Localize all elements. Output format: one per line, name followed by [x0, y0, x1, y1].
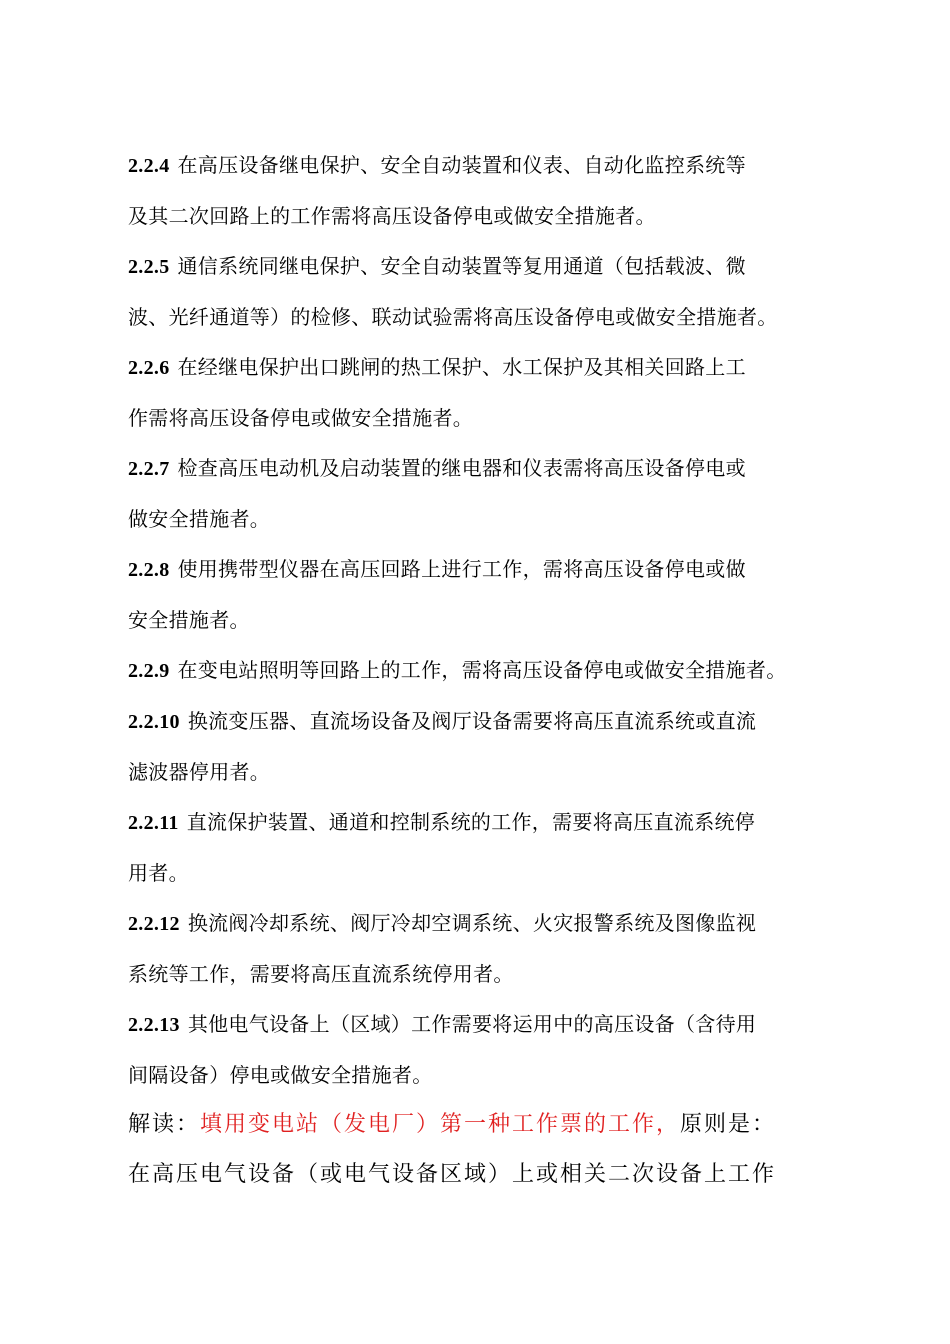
- clause-number: 2.2.6: [128, 357, 170, 379]
- clause-text: 在经继电保护出口跳闸的热工保护、水工保护及其相关回路上工: [177, 355, 746, 379]
- clause-2-2-10: [128, 696, 828, 797]
- clause-text: 其他电气设备上（区域）工作需要将运用中的高压设备（含待用: [187, 1012, 757, 1036]
- clause-number: 2.2.9: [128, 660, 170, 682]
- clause-number: 2.2.8: [128, 559, 170, 581]
- clause-text: 用者。: [128, 861, 189, 885]
- clause-text: 检查高压电动机及启动装置的继电器和仪表需将高压设备停电或: [177, 456, 746, 480]
- clause-text: 换流阀冷却系统、阀厅冷却空调系统、火灾报警系统及图像监视: [187, 911, 757, 935]
- clause-text: 在变电站照明等回路上的工作，需将高压设备停电或做安全措施者。: [177, 658, 787, 682]
- interpretation-line2: 在高压电气设备（或电气设备区域）上或相关二次设备上工作: [128, 1162, 777, 1187]
- clause-text: 作需将高压设备停电或做安全措施者。: [128, 406, 474, 430]
- clause-number: 2.2.5: [128, 256, 170, 278]
- clause-2-2-12: [128, 898, 828, 999]
- clause-number: 2.2.12: [128, 913, 180, 935]
- clause-2-2-9: [128, 645, 828, 696]
- clause-2-2-6: [128, 342, 828, 443]
- interpretation-label: 解读：: [128, 1112, 201, 1137]
- clause-text: 换流变压器、直流场设备及阀厅设备需要将高压直流系统或直流: [187, 709, 757, 733]
- clause-number: 2.2.10: [128, 711, 180, 733]
- clause-text: 滤波器停用者。: [128, 760, 271, 784]
- clause-number: 2.2.7: [128, 458, 170, 480]
- clause-text: 间隔设备）停电或做安全措施者。: [128, 1063, 433, 1087]
- interpretation-highlight: 填用变电站（发电厂）第一种工作票的工作，: [200, 1112, 681, 1137]
- clause-text: 使用携带型仪器在高压回路上进行工作，需将高压设备停电或做: [177, 557, 746, 581]
- clause-text: 通信系统同继电保护、安全自动装置等复用通道（包括载波、微: [177, 254, 746, 278]
- clause-2-2-4: [128, 140, 828, 241]
- clause-text: 及其二次回路上的工作需将高压设备停电或做安全措施者。: [128, 204, 656, 228]
- clause-2-2-8: [128, 544, 828, 645]
- clause-text: 安全措施者。: [128, 608, 250, 632]
- clause-text: 在高压设备继电保护、安全自动装置和仪表、自动化监控系统等: [177, 153, 746, 177]
- interpretation-paragraph: [128, 1100, 828, 1200]
- clause-text: 做安全措施者。: [128, 507, 271, 531]
- clause-number: 2.2.13: [128, 1014, 180, 1036]
- clause-2-2-11: [128, 797, 828, 898]
- clause-text: 波、光纤通道等）的检修、联动试验需将高压设备停电或做安全措施者。: [128, 305, 778, 329]
- clause-number: 2.2.4: [128, 155, 170, 177]
- interpretation-rest: 原则是：: [680, 1112, 777, 1137]
- clause-number: 2.2.11: [128, 812, 179, 834]
- document-body: [128, 140, 828, 1200]
- clause-text: 系统等工作，需要将高压直流系统停用者。: [128, 962, 514, 986]
- clause-text: 直流保护装置、通道和控制系统的工作，需要将高压直流系统停: [186, 810, 756, 834]
- clause-2-2-13: [128, 999, 828, 1100]
- clause-2-2-7: [128, 443, 828, 544]
- clause-2-2-5: [128, 241, 828, 342]
